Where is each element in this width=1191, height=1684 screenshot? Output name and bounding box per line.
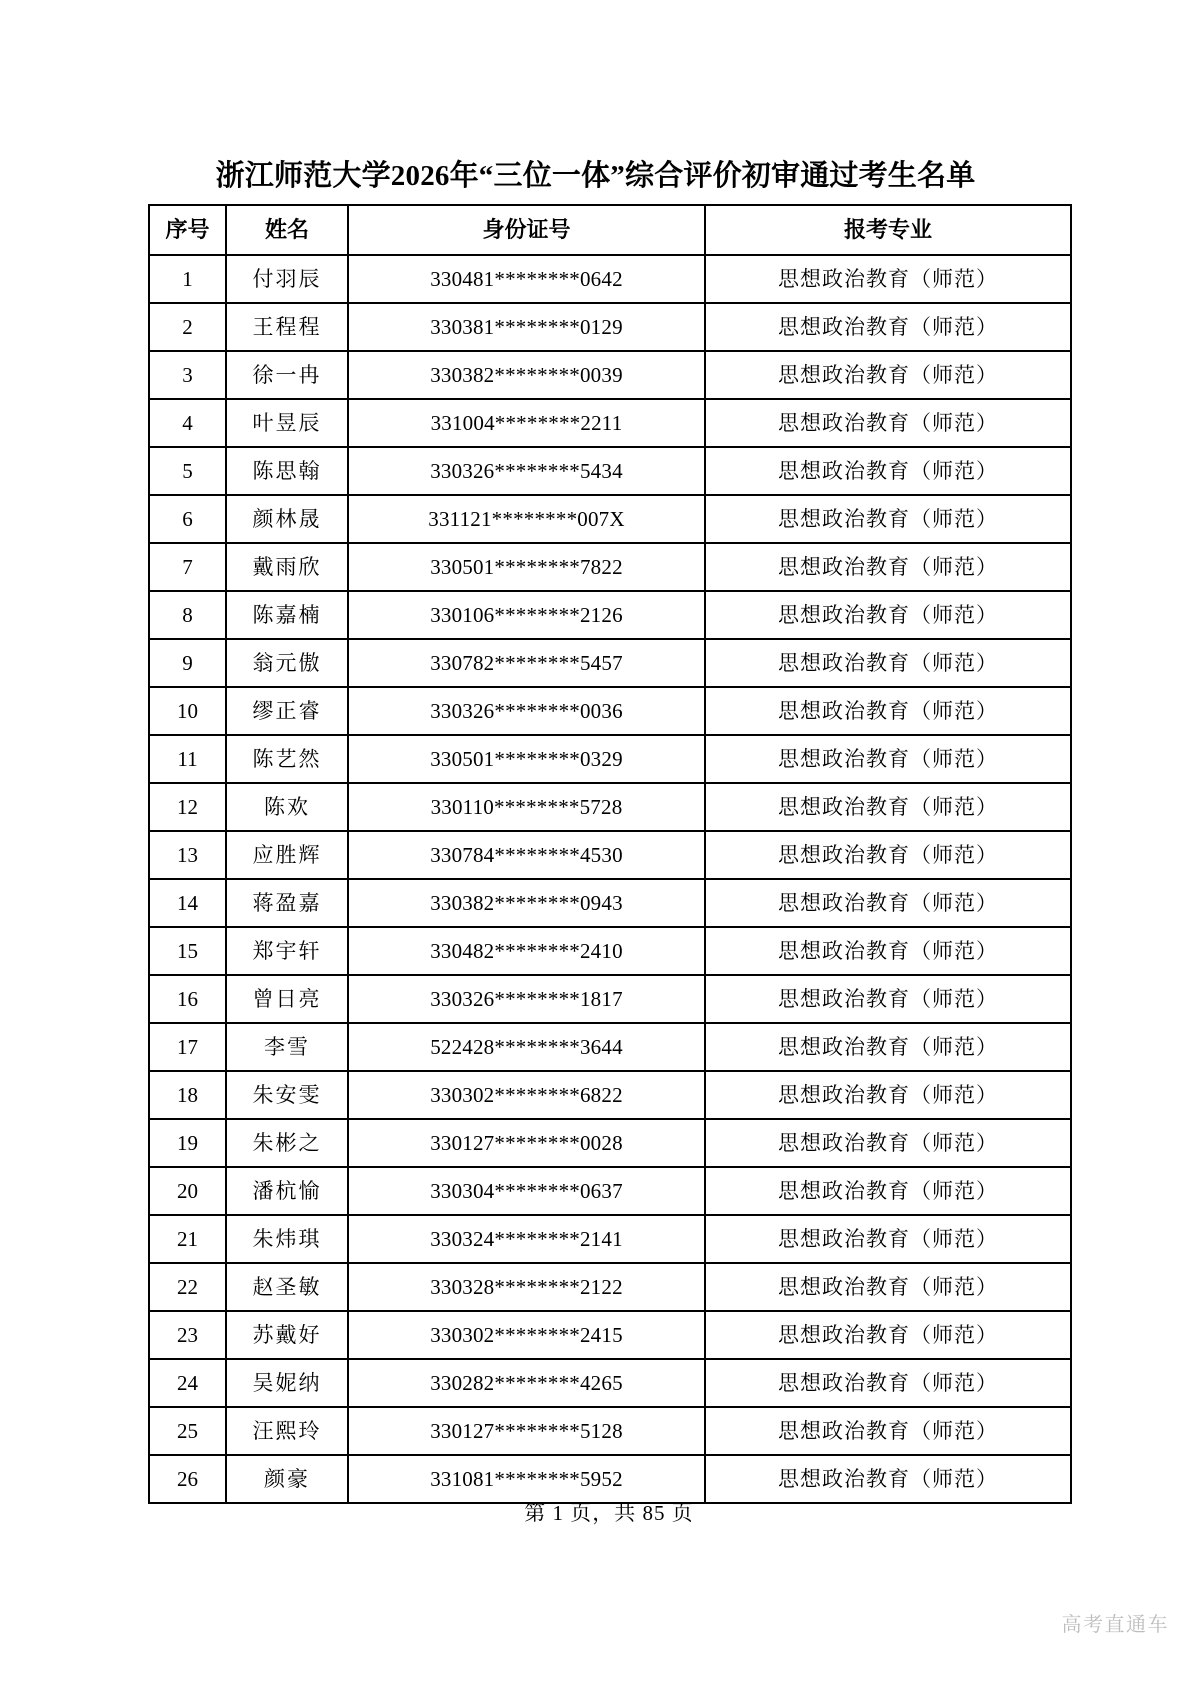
table-row bbox=[149, 1023, 1071, 1071]
table-row bbox=[149, 927, 1071, 975]
row-index: 25 bbox=[149, 1407, 226, 1455]
row-index: 20 bbox=[149, 1167, 226, 1215]
row-id-number: 330324********2141 bbox=[348, 1215, 705, 1263]
row-id-number: 330326********1817 bbox=[348, 975, 705, 1023]
page-title: 浙江师范大学2026年“三位一体”综合评价初审通过考生名单 bbox=[215, 160, 976, 193]
row-name: 翁元傲 bbox=[226, 639, 348, 687]
row-id-number: 330302********6822 bbox=[348, 1071, 705, 1119]
row-id-number: 330381********0129 bbox=[348, 303, 705, 351]
row-major: 思想政治教育（师范） bbox=[705, 399, 1071, 447]
watermark: 高考直通车 bbox=[1061, 1614, 1169, 1636]
table-row bbox=[149, 1359, 1071, 1407]
row-id-number: 330382********0943 bbox=[348, 879, 705, 927]
row-major: 思想政治教育（师范） bbox=[705, 303, 1071, 351]
row-id-number: 331004********2211 bbox=[348, 399, 705, 447]
table-row bbox=[149, 303, 1071, 351]
row-major: 思想政治教育（师范） bbox=[705, 735, 1071, 783]
row-name: 颜林晟 bbox=[226, 495, 348, 543]
row-name: 王程程 bbox=[226, 303, 348, 351]
row-name: 朱炜琪 bbox=[226, 1215, 348, 1263]
row-name: 郑宇轩 bbox=[226, 927, 348, 975]
row-index: 5 bbox=[149, 447, 226, 495]
row-name: 陈欢 bbox=[226, 783, 348, 831]
row-id-number: 330127********0028 bbox=[348, 1119, 705, 1167]
row-major: 思想政治教育（师范） bbox=[705, 1119, 1071, 1167]
row-major: 思想政治教育（师范） bbox=[705, 255, 1071, 303]
row-id-number: 330282********4265 bbox=[348, 1359, 705, 1407]
table-row bbox=[149, 1455, 1071, 1503]
row-id-number: 330304********0637 bbox=[348, 1167, 705, 1215]
table-row bbox=[149, 1263, 1071, 1311]
row-id-number: 330326********5434 bbox=[348, 447, 705, 495]
row-major: 思想政治教育（师范） bbox=[705, 1455, 1071, 1503]
row-name: 李雪 bbox=[226, 1023, 348, 1071]
table-row bbox=[149, 831, 1071, 879]
row-name: 赵圣敏 bbox=[226, 1263, 348, 1311]
table-row bbox=[149, 879, 1071, 927]
table-row bbox=[149, 783, 1071, 831]
table-row bbox=[149, 1311, 1071, 1359]
row-index: 3 bbox=[149, 351, 226, 399]
row-name: 戴雨欣 bbox=[226, 543, 348, 591]
row-major: 思想政治教育（师范） bbox=[705, 1359, 1071, 1407]
page-number-footer: 第 1 页，共 85 页 bbox=[524, 1501, 694, 1525]
table-row bbox=[149, 255, 1071, 303]
table-row bbox=[149, 639, 1071, 687]
row-id-number: 330784********4530 bbox=[348, 831, 705, 879]
row-id-number: 331121********007X bbox=[348, 495, 705, 543]
table-row bbox=[149, 591, 1071, 639]
table-row bbox=[149, 1071, 1071, 1119]
row-index: 23 bbox=[149, 1311, 226, 1359]
row-major: 思想政治教育（师范） bbox=[705, 927, 1071, 975]
row-id-number: 330302********2415 bbox=[348, 1311, 705, 1359]
table-row bbox=[149, 495, 1071, 543]
row-id-number: 330482********2410 bbox=[348, 927, 705, 975]
row-id-number: 330326********0036 bbox=[348, 687, 705, 735]
row-id-number: 330501********7822 bbox=[348, 543, 705, 591]
row-index: 9 bbox=[149, 639, 226, 687]
row-index: 24 bbox=[149, 1359, 226, 1407]
row-major: 思想政治教育（师范） bbox=[705, 1215, 1071, 1263]
row-id-number: 330106********2126 bbox=[348, 591, 705, 639]
column-header-id: 身份证号 bbox=[348, 205, 705, 255]
row-index: 2 bbox=[149, 303, 226, 351]
row-id-number: 522428********3644 bbox=[348, 1023, 705, 1071]
row-name: 陈艺然 bbox=[226, 735, 348, 783]
column-header-name: 姓名 bbox=[226, 205, 348, 255]
row-id-number: 330782********5457 bbox=[348, 639, 705, 687]
table-row bbox=[149, 687, 1071, 735]
table-row bbox=[149, 1167, 1071, 1215]
row-index: 8 bbox=[149, 591, 226, 639]
row-id-number: 330501********0329 bbox=[348, 735, 705, 783]
row-name: 颜豪 bbox=[226, 1455, 348, 1503]
row-major: 思想政治教育（师范） bbox=[705, 783, 1071, 831]
row-id-number: 330127********5128 bbox=[348, 1407, 705, 1455]
column-header-major: 报考专业 bbox=[705, 205, 1071, 255]
row-major: 思想政治教育（师范） bbox=[705, 1167, 1071, 1215]
row-name: 吴妮纳 bbox=[226, 1359, 348, 1407]
table-row bbox=[149, 351, 1071, 399]
row-major: 思想政治教育（师范） bbox=[705, 591, 1071, 639]
table-header-row bbox=[149, 205, 1071, 255]
table-body bbox=[149, 255, 1071, 1503]
row-name: 苏戴好 bbox=[226, 1311, 348, 1359]
table-row bbox=[149, 1119, 1071, 1167]
candidate-roster-table bbox=[148, 204, 1072, 1504]
row-name: 潘杭愉 bbox=[226, 1167, 348, 1215]
row-index: 1 bbox=[149, 255, 226, 303]
row-major: 思想政治教育（师范） bbox=[705, 1023, 1071, 1071]
row-major: 思想政治教育（师范） bbox=[705, 447, 1071, 495]
row-name: 徐一冉 bbox=[226, 351, 348, 399]
row-index: 17 bbox=[149, 1023, 226, 1071]
row-major: 思想政治教育（师范） bbox=[705, 1263, 1071, 1311]
row-name: 曾日亮 bbox=[226, 975, 348, 1023]
row-index: 6 bbox=[149, 495, 226, 543]
row-id-number: 330481********0642 bbox=[348, 255, 705, 303]
table-row bbox=[149, 975, 1071, 1023]
row-major: 思想政治教育（师范） bbox=[705, 639, 1071, 687]
row-name: 陈思翰 bbox=[226, 447, 348, 495]
table-header bbox=[149, 205, 1071, 255]
row-id-number: 331081********5952 bbox=[348, 1455, 705, 1503]
table-row bbox=[149, 543, 1071, 591]
row-major: 思想政治教育（师范） bbox=[705, 831, 1071, 879]
row-index: 21 bbox=[149, 1215, 226, 1263]
row-index: 14 bbox=[149, 879, 226, 927]
table-row bbox=[149, 447, 1071, 495]
row-name: 朱安雯 bbox=[226, 1071, 348, 1119]
row-index: 22 bbox=[149, 1263, 226, 1311]
row-name: 叶昱辰 bbox=[226, 399, 348, 447]
row-name: 朱彬之 bbox=[226, 1119, 348, 1167]
column-header-index: 序号 bbox=[149, 205, 226, 255]
table-row bbox=[149, 1407, 1071, 1455]
row-major: 思想政治教育（师范） bbox=[705, 1407, 1071, 1455]
row-name: 缪正睿 bbox=[226, 687, 348, 735]
row-index: 10 bbox=[149, 687, 226, 735]
row-name: 应胜辉 bbox=[226, 831, 348, 879]
row-major: 思想政治教育（师范） bbox=[705, 495, 1071, 543]
row-index: 15 bbox=[149, 927, 226, 975]
table-row bbox=[149, 399, 1071, 447]
row-index: 18 bbox=[149, 1071, 226, 1119]
row-major: 思想政治教育（师范） bbox=[705, 543, 1071, 591]
table-row bbox=[149, 1215, 1071, 1263]
row-major: 思想政治教育（师范） bbox=[705, 687, 1071, 735]
row-id-number: 330328********2122 bbox=[348, 1263, 705, 1311]
row-name: 蒋盈嘉 bbox=[226, 879, 348, 927]
row-major: 思想政治教育（师范） bbox=[705, 1311, 1071, 1359]
row-index: 13 bbox=[149, 831, 226, 879]
row-major: 思想政治教育（师范） bbox=[705, 879, 1071, 927]
row-major: 思想政治教育（师范） bbox=[705, 1071, 1071, 1119]
row-name: 汪熙玲 bbox=[226, 1407, 348, 1455]
row-id-number: 330110********5728 bbox=[348, 783, 705, 831]
row-index: 16 bbox=[149, 975, 226, 1023]
row-major: 思想政治教育（师范） bbox=[705, 975, 1071, 1023]
row-index: 19 bbox=[149, 1119, 226, 1167]
row-major: 思想政治教育（师范） bbox=[705, 351, 1071, 399]
row-index: 7 bbox=[149, 543, 226, 591]
table-row bbox=[149, 735, 1071, 783]
row-name: 陈嘉楠 bbox=[226, 591, 348, 639]
row-index: 26 bbox=[149, 1455, 226, 1503]
row-index: 11 bbox=[149, 735, 226, 783]
row-index: 4 bbox=[149, 399, 226, 447]
row-id-number: 330382********0039 bbox=[348, 351, 705, 399]
row-index: 12 bbox=[149, 783, 226, 831]
row-name: 付羽辰 bbox=[226, 255, 348, 303]
